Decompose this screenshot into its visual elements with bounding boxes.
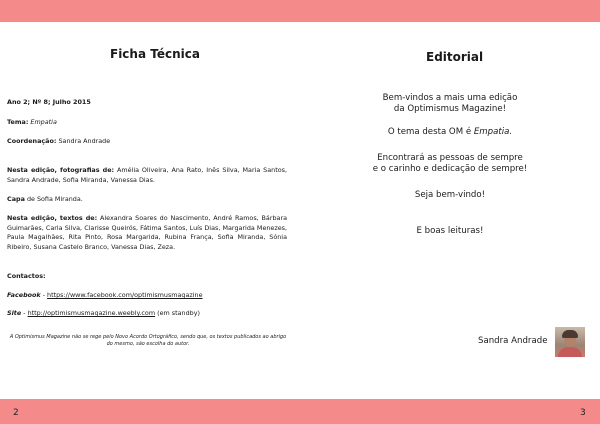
editorial-heading: Editorial bbox=[426, 50, 484, 64]
welcome-line: Seja bem-vindo! bbox=[414, 190, 486, 200]
top-color-band bbox=[0, 0, 600, 22]
contacts-heading: Contactos: bbox=[7, 272, 46, 280]
site-link[interactable]: http://optimismusmagazine.weebly.com bbox=[27, 309, 156, 317]
author-signature: Sandra Andrade bbox=[478, 336, 548, 346]
cover-credit-line: Capa de Sofia Miranda. bbox=[7, 195, 83, 203]
issue-info: Ano 2; Nº 8; Julho 2015 bbox=[7, 98, 91, 106]
right-page-number: 3 bbox=[580, 408, 586, 418]
authors-line: Nesta edição, textos de: Alexandra Soares do Nascimento, André Ramos, Bárbara Guimarães, Carla Silva, Clarisse Queirós, Fátima Santos, Luís Dias, Margarida Menezes, Paula Magalhães, Rita Pinto, Rosa Margarida, Rubina França, Sofia Miranda, Sónia Ribeiro, Susana Castelo Branco, Vanessa Dias, Zeza. bbox=[7, 214, 287, 251]
photographers-line: Nesta edição, fotografias de: Amélia Oliveira, Ana Rato, Inês Silva, Maria Santos, Sandra Andrade, Sofia Miranda, Vanessa Dias. bbox=[7, 166, 287, 184]
left-page-number: 2 bbox=[13, 408, 19, 418]
ficha-tecnica-heading: Ficha Técnica bbox=[110, 47, 200, 61]
facebook-line: Facebook - https://www.facebook.com/optimismusmagazine bbox=[7, 291, 203, 299]
people-paragraph: Encontrará as pessoas de sempre e o carinho e dedicação de sempre! bbox=[372, 153, 528, 174]
welcome-paragraph: Bem-vindos a mais uma edição da Optimismus Magazine! bbox=[382, 93, 518, 114]
bottom-color-band bbox=[0, 399, 600, 424]
author-photo bbox=[555, 327, 585, 357]
closing-line: E boas leituras! bbox=[416, 226, 484, 236]
site-line: Site - http://optimismusmagazine.weebly.com (em standby) bbox=[7, 309, 200, 317]
spelling-disclaimer: A Optimismus Magazine não se rege pelo Novo Acordo Ortográfico, sendo que, os textos publicados ao abrigo do mesmo, são escolha do autor. bbox=[9, 334, 287, 347]
facebook-link[interactable]: https://www.facebook.com/optimismusmagazine bbox=[47, 291, 203, 299]
theme-line: Tema: Empatia bbox=[7, 118, 57, 126]
theme-paragraph: O tema desta OM é Empatia. bbox=[387, 127, 513, 137]
coordination-line: Coordenação: Sandra Andrade bbox=[7, 137, 111, 145]
